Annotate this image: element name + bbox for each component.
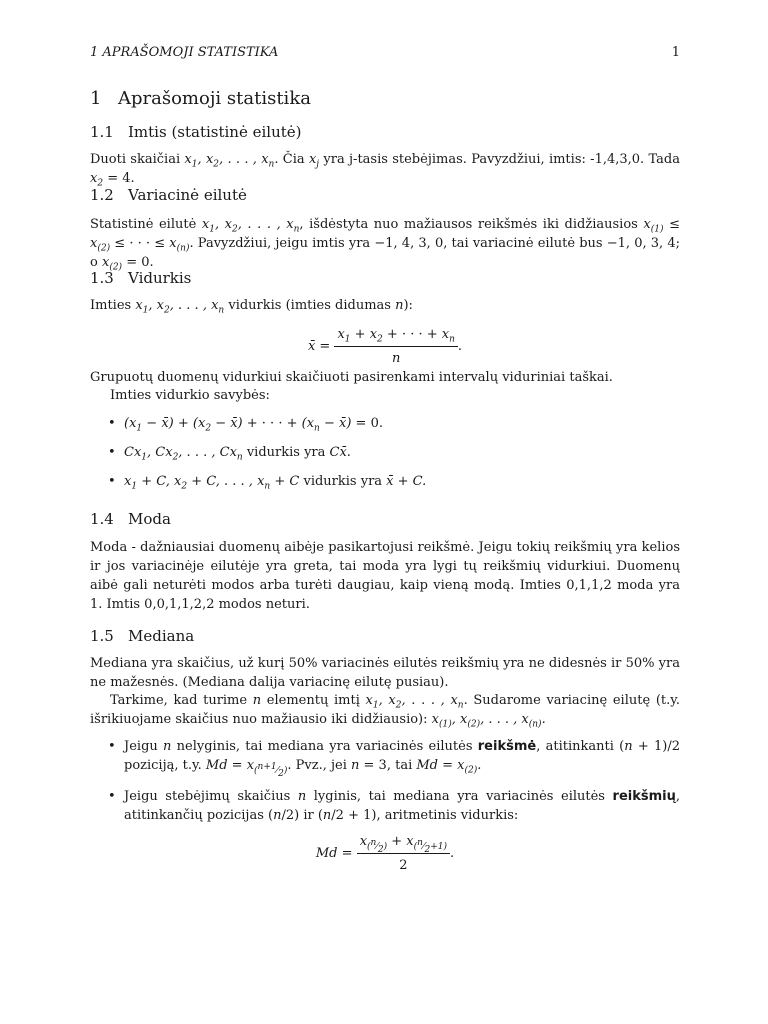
text: , atitinkančių pozicijas [124, 789, 680, 823]
paragraph-moda: Moda - dažniausiai duomenų aibėje pasikartojusi reikšmė. Jeigu tokių reikšmių yra kelios ir jos variacinėje eilutėje yra greta, tai moda yra lygi tų reikšmių vidurkiui. Duomenų aibė gali neturėti modos arba turėti daugiau, kaip vieną modą. Imties 0,1,1,2 moda yra 1. Imtis 0,0,1,1,2,2 modos neturi. [90, 540, 680, 612]
section-heading [90, 88, 680, 109]
list-item: • Jeigu n nelyginis, tai mediana yra variacinės eilutės reikšmė, atitinkanti (n + 1)/2 poziciją, t.y. $Md = x_{(^{n+1}⁄_2)}$. Pvz., jei n = 3, tai $Md = x_{(2)}$. [90, 737, 680, 775]
paragraph-variacine [90, 215, 680, 272]
text: , tai [386, 758, 417, 773]
text: nelyginis, tai mediana yra variacinės eilutės [171, 739, 478, 754]
subsection-title: Vidurkis [128, 269, 192, 287]
math-sequence: $x_1$, $x_2$, . . . , $x_n$ [201, 217, 300, 235]
subsection-number: 1.3 [90, 269, 114, 287]
text: Duoti skaičiai [90, 152, 185, 167]
subsection-title: Mediana [128, 627, 195, 645]
subsection-heading-1-2 [90, 186, 680, 204]
text: Imties [90, 298, 136, 313]
text: vidurkis (imties didumas [224, 298, 396, 313]
text: Statistinė eilutė [90, 217, 202, 232]
math-x2-eq: $x_2 = 4$. [90, 171, 135, 189]
document-page [90, 0, 680, 1024]
subsection-title: Variacinė eilutė [128, 186, 247, 204]
subsection-number: 1.5 [90, 627, 114, 645]
math-order-stats: $x_{(1)} \le x_{(2)}$ ≤ · · · ≤ $x_{(n)}$ [90, 217, 680, 254]
paragraph-grouped: Grupuotų duomenų vidurkiui skaičiuoti pasirenkami intervalų viduriniai taškai. [90, 370, 613, 385]
text: , atitinkanti [536, 739, 620, 754]
text: Jeigu stebėjimų skaičius [124, 789, 298, 804]
section-number: 1 [90, 88, 102, 109]
text: lyginis, tai mediana yra variacinės eilutės [306, 789, 613, 804]
subsection-heading-1-4 [90, 510, 680, 528]
running-title: 1 APRAŠOMOJI STATISTIKA [90, 45, 279, 60]
math-sequence: $x_1$, $x_2$, . . . , $x_n$ [135, 298, 225, 316]
text: Jeigu [124, 739, 164, 754]
list-item: • ($x_1$ − x̄) + ($x_2$ − x̄) + · · · + ($x_n$ − x̄) = 0. [90, 414, 680, 433]
text: . Čia [274, 152, 309, 167]
keyword: reikšmė [477, 739, 537, 754]
text: ): [403, 298, 413, 313]
text: Tarkime, kad turime [110, 693, 253, 708]
keyword: reikšmių [612, 789, 676, 804]
math-xj: $x_j$ [308, 152, 320, 170]
paragraph-imtis [90, 150, 680, 188]
math-sequence: $x_1$, $x_2$, . . . , $x_n$ [184, 152, 275, 170]
mean-fraction: $\frac{x_1 + x_2 + \cdot \cdot \cdot + x_n}{n}$ [334, 325, 457, 368]
math-x2-order: $x_{(2)} = 0$. [101, 255, 154, 273]
text: , aritmetinis vidurkis: [376, 808, 519, 823]
subsection-title: Imtis (statistinė eilutė) [128, 123, 302, 141]
text: . Sudarome variacinę eilutę (t.y. išrikiuojame skaičius nuo mažiausio iki didžiausio): [90, 693, 680, 727]
text: yra j-tasis stebėjimas. Pavyzdžiui, imtis: -1,4,3,0. Tada [319, 152, 680, 167]
formula-mean: x̄ = $\frac{x_1 + x_2 + \cdot \cdot \cdot + x_n}{n}$ . [307, 327, 463, 366]
text: poziciją, t.y. [124, 758, 206, 773]
formula-median-even: Md = $\frac{x_{(^n⁄_2)} + x_{(^n⁄_2+1)}}{2}$ . [315, 834, 455, 873]
list-item: • $Cx_1$, $Cx_2$, . . . , $Cx_n$ vidurkis yra Cx̄. [90, 443, 680, 462]
paragraph-mediana: Mediana yra skaičius, už kurį 50% variacinės eilutės reikšmių yra ne didesnės ir 50% yra ne mažesnės. (Mediana dalija variacinę eilutę pusiau). [90, 656, 680, 690]
running-header [90, 45, 680, 60]
median-cases-list [90, 737, 680, 825]
paragraph-mediana-order: Tarkime, kad turime n elementų imtį $x_1$, $x_2$, . . . , $x_n$. Sudarome variacinę eilutę (t.y. išrikiuojame skaičius nuo mažiausio iki didžiausio): $x_{(1)}$, $x_{(2)}$, . . . , $x_{(n)}$. [90, 693, 680, 730]
paragraph-vidurkis-intro [90, 296, 680, 315]
paragraph-properties: Imties vidurkio savybės: [110, 388, 270, 403]
page-number: 1 [671, 45, 680, 60]
text: ir [299, 808, 318, 823]
subsection-heading-1-1 [90, 123, 680, 141]
text: vidurkis yra [299, 474, 387, 489]
median-fraction: $\frac{x_{(^n⁄_2)} + x_{(^n⁄_2+1)}}{2}$ [357, 832, 450, 875]
subsection-number: 1.4 [90, 510, 114, 528]
text: . Pvz., jei [287, 758, 352, 773]
subsection-number: 1.2 [90, 186, 114, 204]
subsection-title: Moda [128, 510, 171, 528]
text: , išdėstyta nuo mažiausos reikšmės iki didžiausios [299, 217, 644, 232]
text: elementų imtį [261, 693, 366, 708]
list-item: • $x_1 + C$, $x_2 + C$, . . . , $x_n + C$ vidurkis yra x̄ + C. [90, 472, 680, 491]
section-title: Aprašomoji statistika [118, 88, 311, 109]
math-n: n [395, 298, 404, 313]
subsection-number: 1.1 [90, 123, 114, 141]
mean-properties-list [90, 414, 680, 491]
subsection-heading-1-3 [90, 269, 680, 287]
text: vidurkis yra [242, 445, 330, 460]
list-item: • Jeigu stebėjimų skaičius n lyginis, tai mediana yra variacinės eilutės reikšmių, atitinkančių pozicijas (n/2) ir (n/2 + 1), aritmetinis vidurkis: [90, 787, 680, 825]
text: . Pavyzdžiui, jeigu imtis yra −1, 4, 3, 0, tai variacinė eilutė bus −1, 0, 3, 4; o [90, 236, 680, 270]
subsection-heading-1-5 [90, 627, 680, 645]
